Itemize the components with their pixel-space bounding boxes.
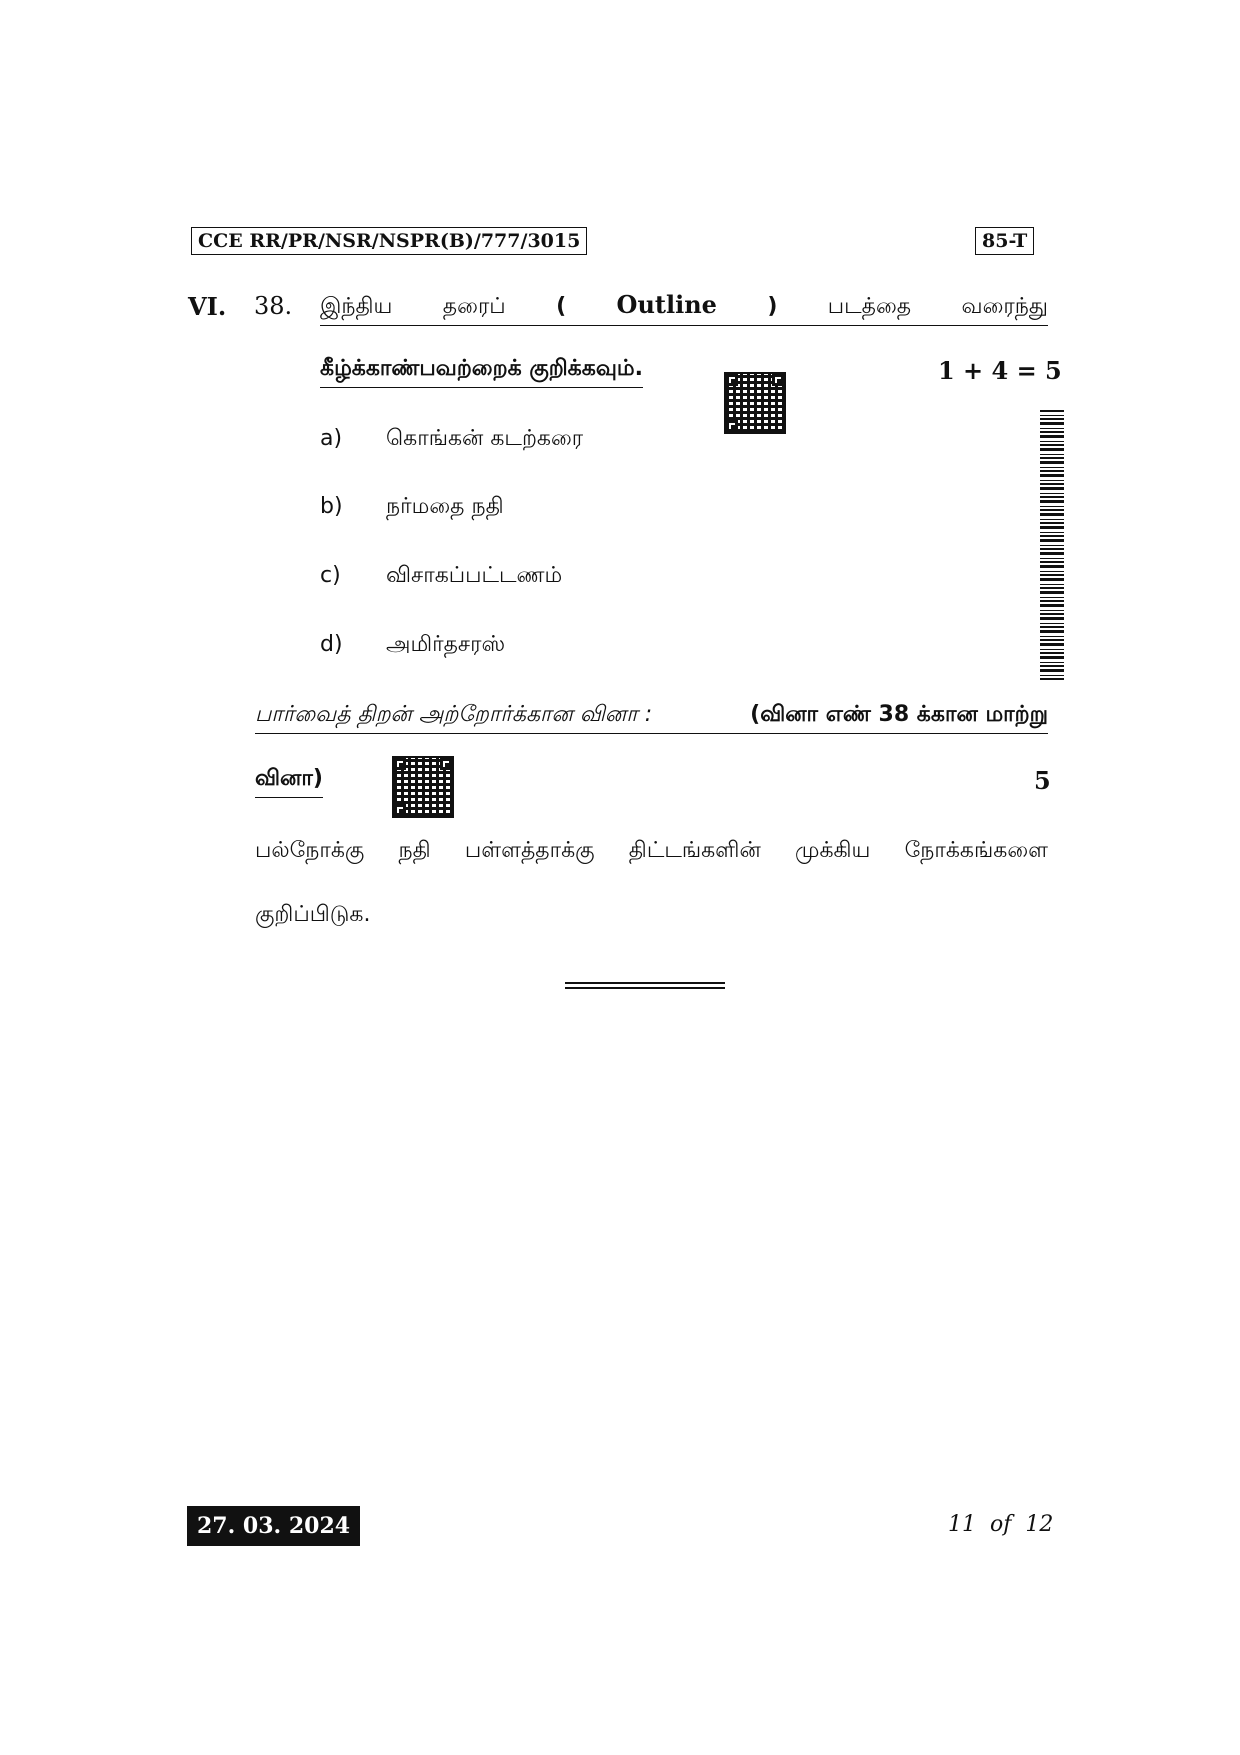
end-divider [565,982,725,984]
option-text: அமிர்தசரஸ் [386,632,506,657]
alternate-heading-line-2: வினா) [255,766,323,798]
aq-word: பள்ளத்தாக்கு [464,838,595,863]
option-letter: b) [320,494,343,519]
alternate-label-bold: (வினா எண் 38 க்கான மாற்று [750,702,1048,727]
alternate-question-line-1 [255,838,1048,866]
paper-code-box [191,227,587,255]
aq-word: நதி [398,838,431,863]
aq-word: திட்டங்களின் [628,838,761,863]
q-word: தரைப் [442,294,506,319]
question-line-2: கீழ்க்காண்பவற்றைக் குறிக்கவும். [320,356,643,388]
aq-word: நோக்கங்களை [904,838,1048,863]
q-word: ) [767,294,778,319]
aq-word: முக்கிய [795,838,871,863]
option-text: நர்மதை நதி [386,494,504,519]
paper-code: CCE RR/PR/NSR/NSPR(B)/777/3015 [198,230,581,252]
q-word-outline: Outline [616,290,717,319]
question-marks: 1 + 4 = 5 [938,356,1062,385]
alternate-question-line-2: குறிப்பிடுக. [255,902,371,927]
qr-code-icon [724,372,786,434]
aq-word: பல்நோக்கு [255,838,365,863]
section-number: VI. [188,292,227,321]
end-divider [565,987,725,989]
alternate-label-italic: பார்வைத் திறன் அற்றோர்க்கான வினா : [255,702,653,727]
alternate-marks: 5 [1034,766,1051,795]
option-letter: c) [320,563,341,588]
q-word: இந்திய [320,294,393,319]
option-letter: d) [320,632,343,657]
q-word: வரைந்து [961,294,1048,319]
q-word: படத்தை [827,294,912,319]
alternate-heading-line-1 [255,702,1048,734]
option-letter: a) [320,426,343,451]
page-number: 11 of 12 [948,1512,1054,1537]
q-word: ( [556,294,567,319]
barcode-icon [1040,410,1064,680]
question-number: 38. [254,292,293,320]
option-text: கொங்கன் கடற்கரை [386,426,584,451]
option-text: விசாகப்பட்டணம் [386,563,563,588]
exam-date: 27. 03. 2024 [197,1513,351,1539]
subject-code: 85-T [982,230,1028,252]
qr-code-icon [392,756,454,818]
subject-code-box [975,227,1034,255]
date-badge [187,1506,360,1546]
question-line-1 [320,290,1048,326]
